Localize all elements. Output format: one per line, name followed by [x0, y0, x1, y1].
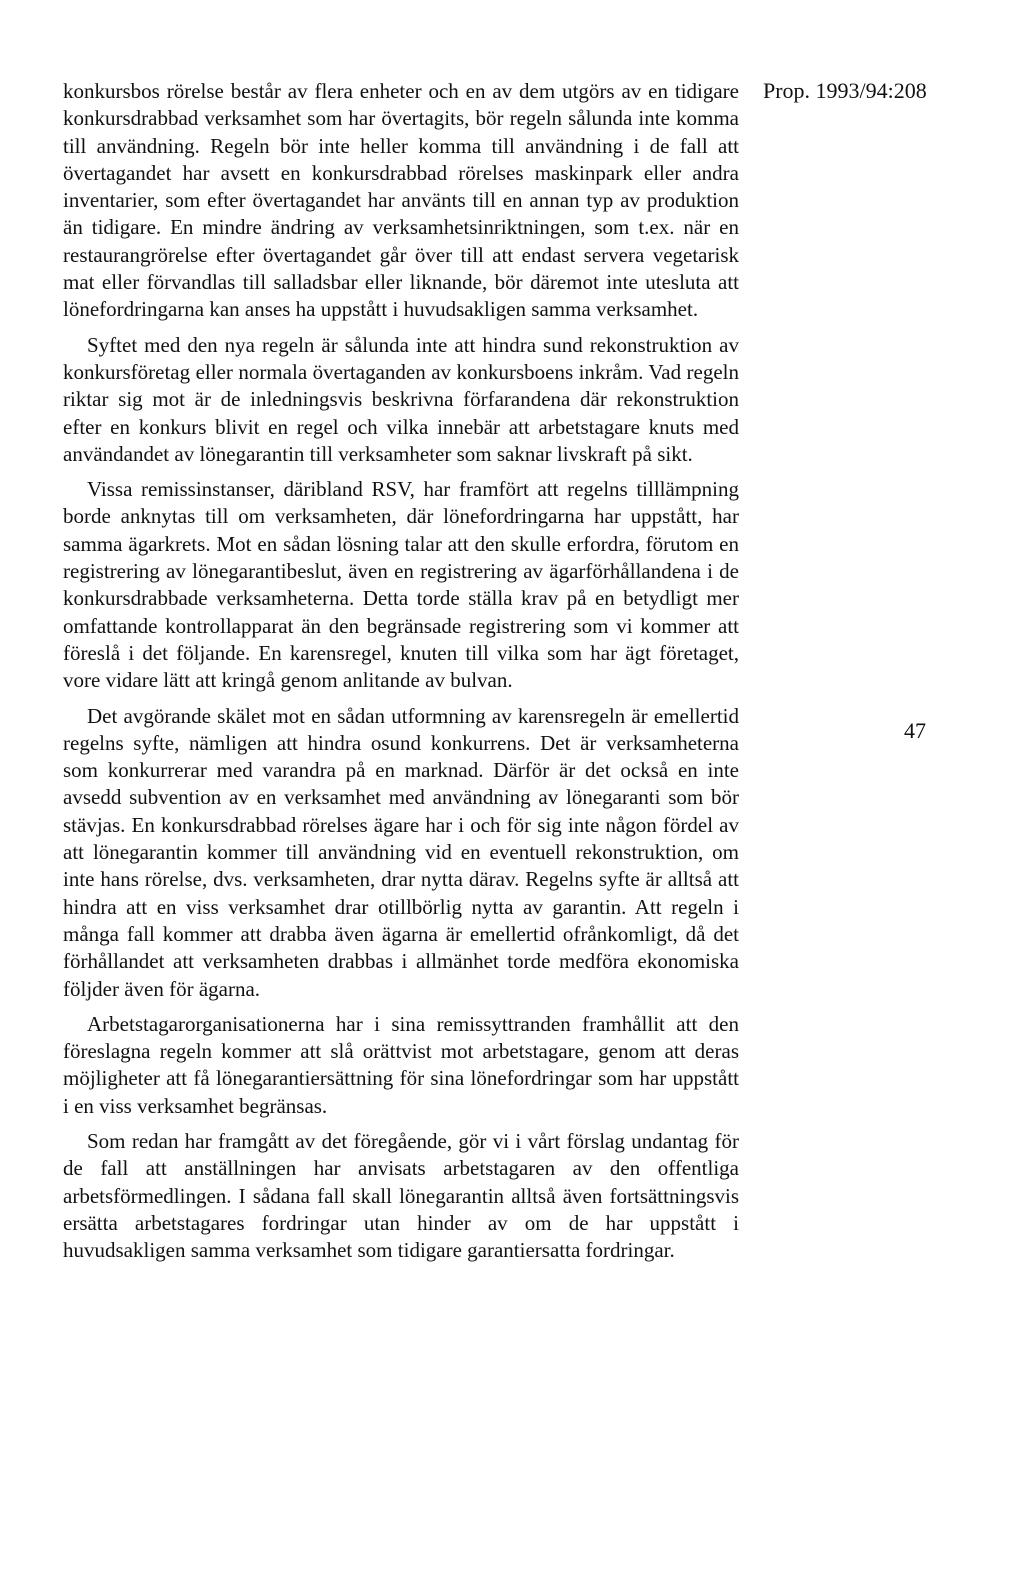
- document-reference: Prop. 1993/94:208: [763, 78, 927, 103]
- paragraph-6: Som redan har framgått av det föregående, gör vi i vårt förslag undantag för de fall att anställningen har anvisats arbetstagaren av den offentliga arbetsförmedlingen. I sådana fall skall lönegarantin alltså även fortsättningsvis ersätta arbetstagares fordringar utan hinder av om de har uppstått i huvudsakligen samma verksamhet som tidigare garantiersatta fordringar.: [63, 1128, 739, 1263]
- paragraph-1: konkursbos rörelse består av flera enheter och en av dem utgörs av en tidigare konkursdrabbad verksamhet som har övertagits, bör regeln sålunda inte komma till användning. Regeln bör inte heller komma till användning i de fall att övertagandet har avsett en konkursdrabbad rörelses maskinpark eller andra inventarier, som efter övertagandet har använts till en annan typ av produktion än tidigare. En mindre ändring av verksamhetsinriktningen, som t.ex. när en restaurangrörelse efter övertagandet går över till att endast servera vegetarisk mat eller förvandlas till salladsbar eller liknande, bör däremot inte utesluta att lönefordringarna kan anses ha uppstått i huvudsakligen samma verksamhet.: [63, 79, 739, 322]
- page-number: 47: [904, 718, 926, 743]
- paragraph-5: Arbetstagarorganisationerna har i sina remissyttranden framhållit att den föreslagna regeln kommer att slå orättvist mot arbetstagare, genom att deras möjligheter att få lönegarantiersättning för sina lönefordringar som har uppstått i en viss verksamhet begränsas.: [63, 1011, 739, 1118]
- paragraph-3: Vissa remissinstanser, däribland RSV, har framfört att regelns tilllämpning borde anknytas till om verksamheten, där lönefordringarna har uppstått, har samma ägarkrets. Mot en sådan lösning talar att den skulle erfordra, förutom en registrering av lönegarantibeslut, även en registrering av ägarförhållandena i de konkursdrabbade verksamheterna. Detta torde ställa krav på en betydligt mer omfattande kontrollapparat än den begränsade registrering som vi kommer att föreslå i det följande. En karensregel, knuten till vilka som har ägt företaget, vore vidare lätt att kringå genom anlitande av bulvan.: [63, 477, 739, 693]
- paragraph-4: Det avgörande skälet mot en sådan utformning av karensregeln är emellertid regelns syfte, nämligen att hindra osund konkurrens. Det är verksamheterna som konkurrerar med varandra på en marknad. Därför är det också en inte avsedd subvention av en verksamhet med användning av lönegaranti som bör stävjas. En konkursdrabbad rörelses ägare har i och för sig inte någon fördel av att lönegarantin kommer till användning vid en eventuell rekonstruktion, om inte hans rörelse, dvs. verksamheten, drar nytta därav. Regelns syfte är alltså att hindra att en viss verksamhet drar otillbörlig nytta av garantin. Att regeln i många fall kommer att drabba även ägarna är emellertid ofrånkomligt, då det förhållandet att verksamheten drabbas i allmänhet torde medföra ekonomiska följder även för ägarna.: [63, 703, 739, 1001]
- paragraph-2: Syftet med den nya regeln är sålunda inte att hindra sund rekonstruktion av konkursföretag eller normala övertaganden av konkursboens inkråm. Vad regeln riktar sig mot är de inledningsvis beskrivna förfarandena där rekonstruktion efter en konkurs blivit en regel och vilka innebär att arbetstagare knuts med användandet av lönegarantin till verksamheter som saknar livskraft på sikt.: [63, 332, 739, 466]
- body-text: [63, 78, 739, 1272]
